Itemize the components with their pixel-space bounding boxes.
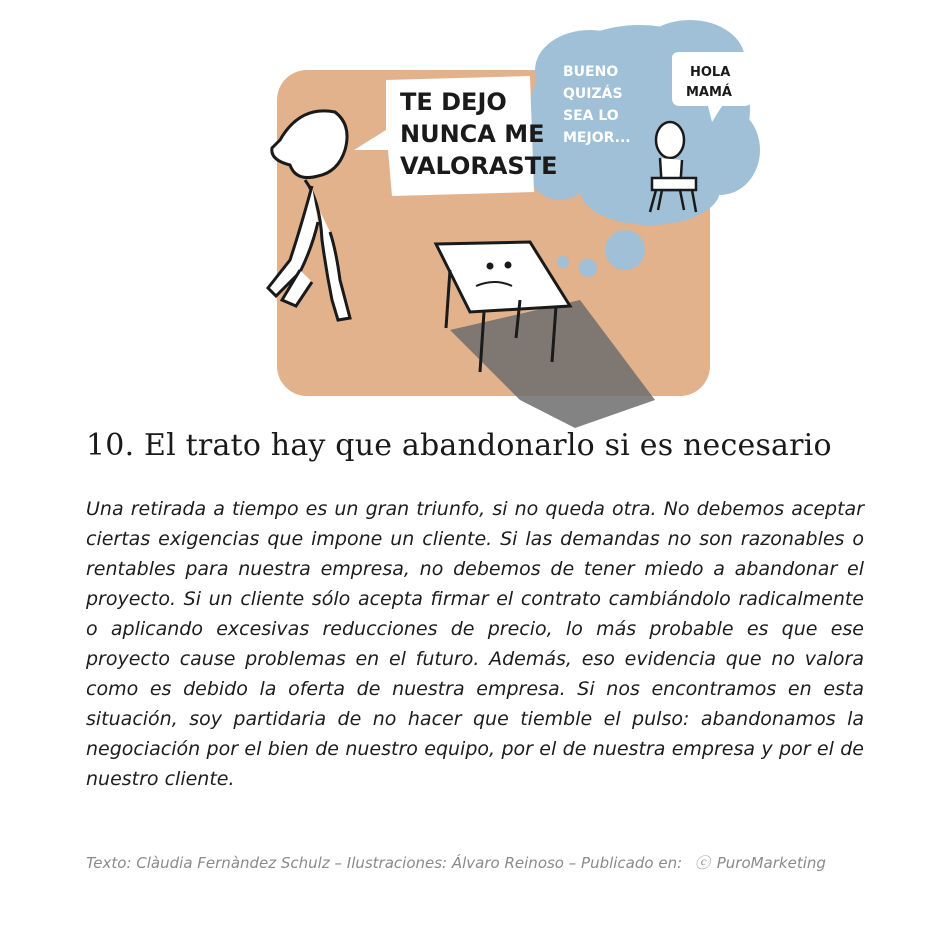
thought-text: BUENO QUIZÁS SEA LO MEJOR...: [563, 64, 631, 146]
publisher-name: PuroMarketing: [716, 854, 826, 872]
illustration: [0, 0, 951, 430]
speech-bubble-text: TE DEJO NUNCA ME VALORASTE: [400, 88, 558, 180]
credits-text: Texto: Clàudia Fernàndez Schulz – Ilustraciones: Álvaro Reinoso – Publicado en:: [86, 854, 683, 872]
section-heading: 10. El trato hay que abandonarlo si es necesario: [86, 428, 832, 463]
body-paragraph: Una retirada a tiempo es un gran triunfo, si no queda otra. No debemos aceptar ciertas exigencias que impone un cliente. Si las demandas no son razonables o rentables para nuestra empresa, no debemos de tener miedo a abandonar el proyecto. Si un cliente sólo acepta firmar el contrato cambiándolo radicalmente o aplicando excesivas reducciones de precio, lo más probable es que ese proyecto cause problemas en el futuro. Además, eso evidencia que no valora como es debido la oferta de nuestra empresa. Si nos encontramos en esta situación, soy partidaria de no hacer que tiemble el pulso: abandonamos la negociación por el bien de nuestro equipo, por el de nuestra empresa y por el de nuestro cliente.: [86, 498, 864, 790]
cc-icon: ⓒ: [694, 854, 710, 872]
credits-line: [86, 852, 876, 873]
small-bubble-text: HOLA MAMÁ: [686, 65, 732, 100]
